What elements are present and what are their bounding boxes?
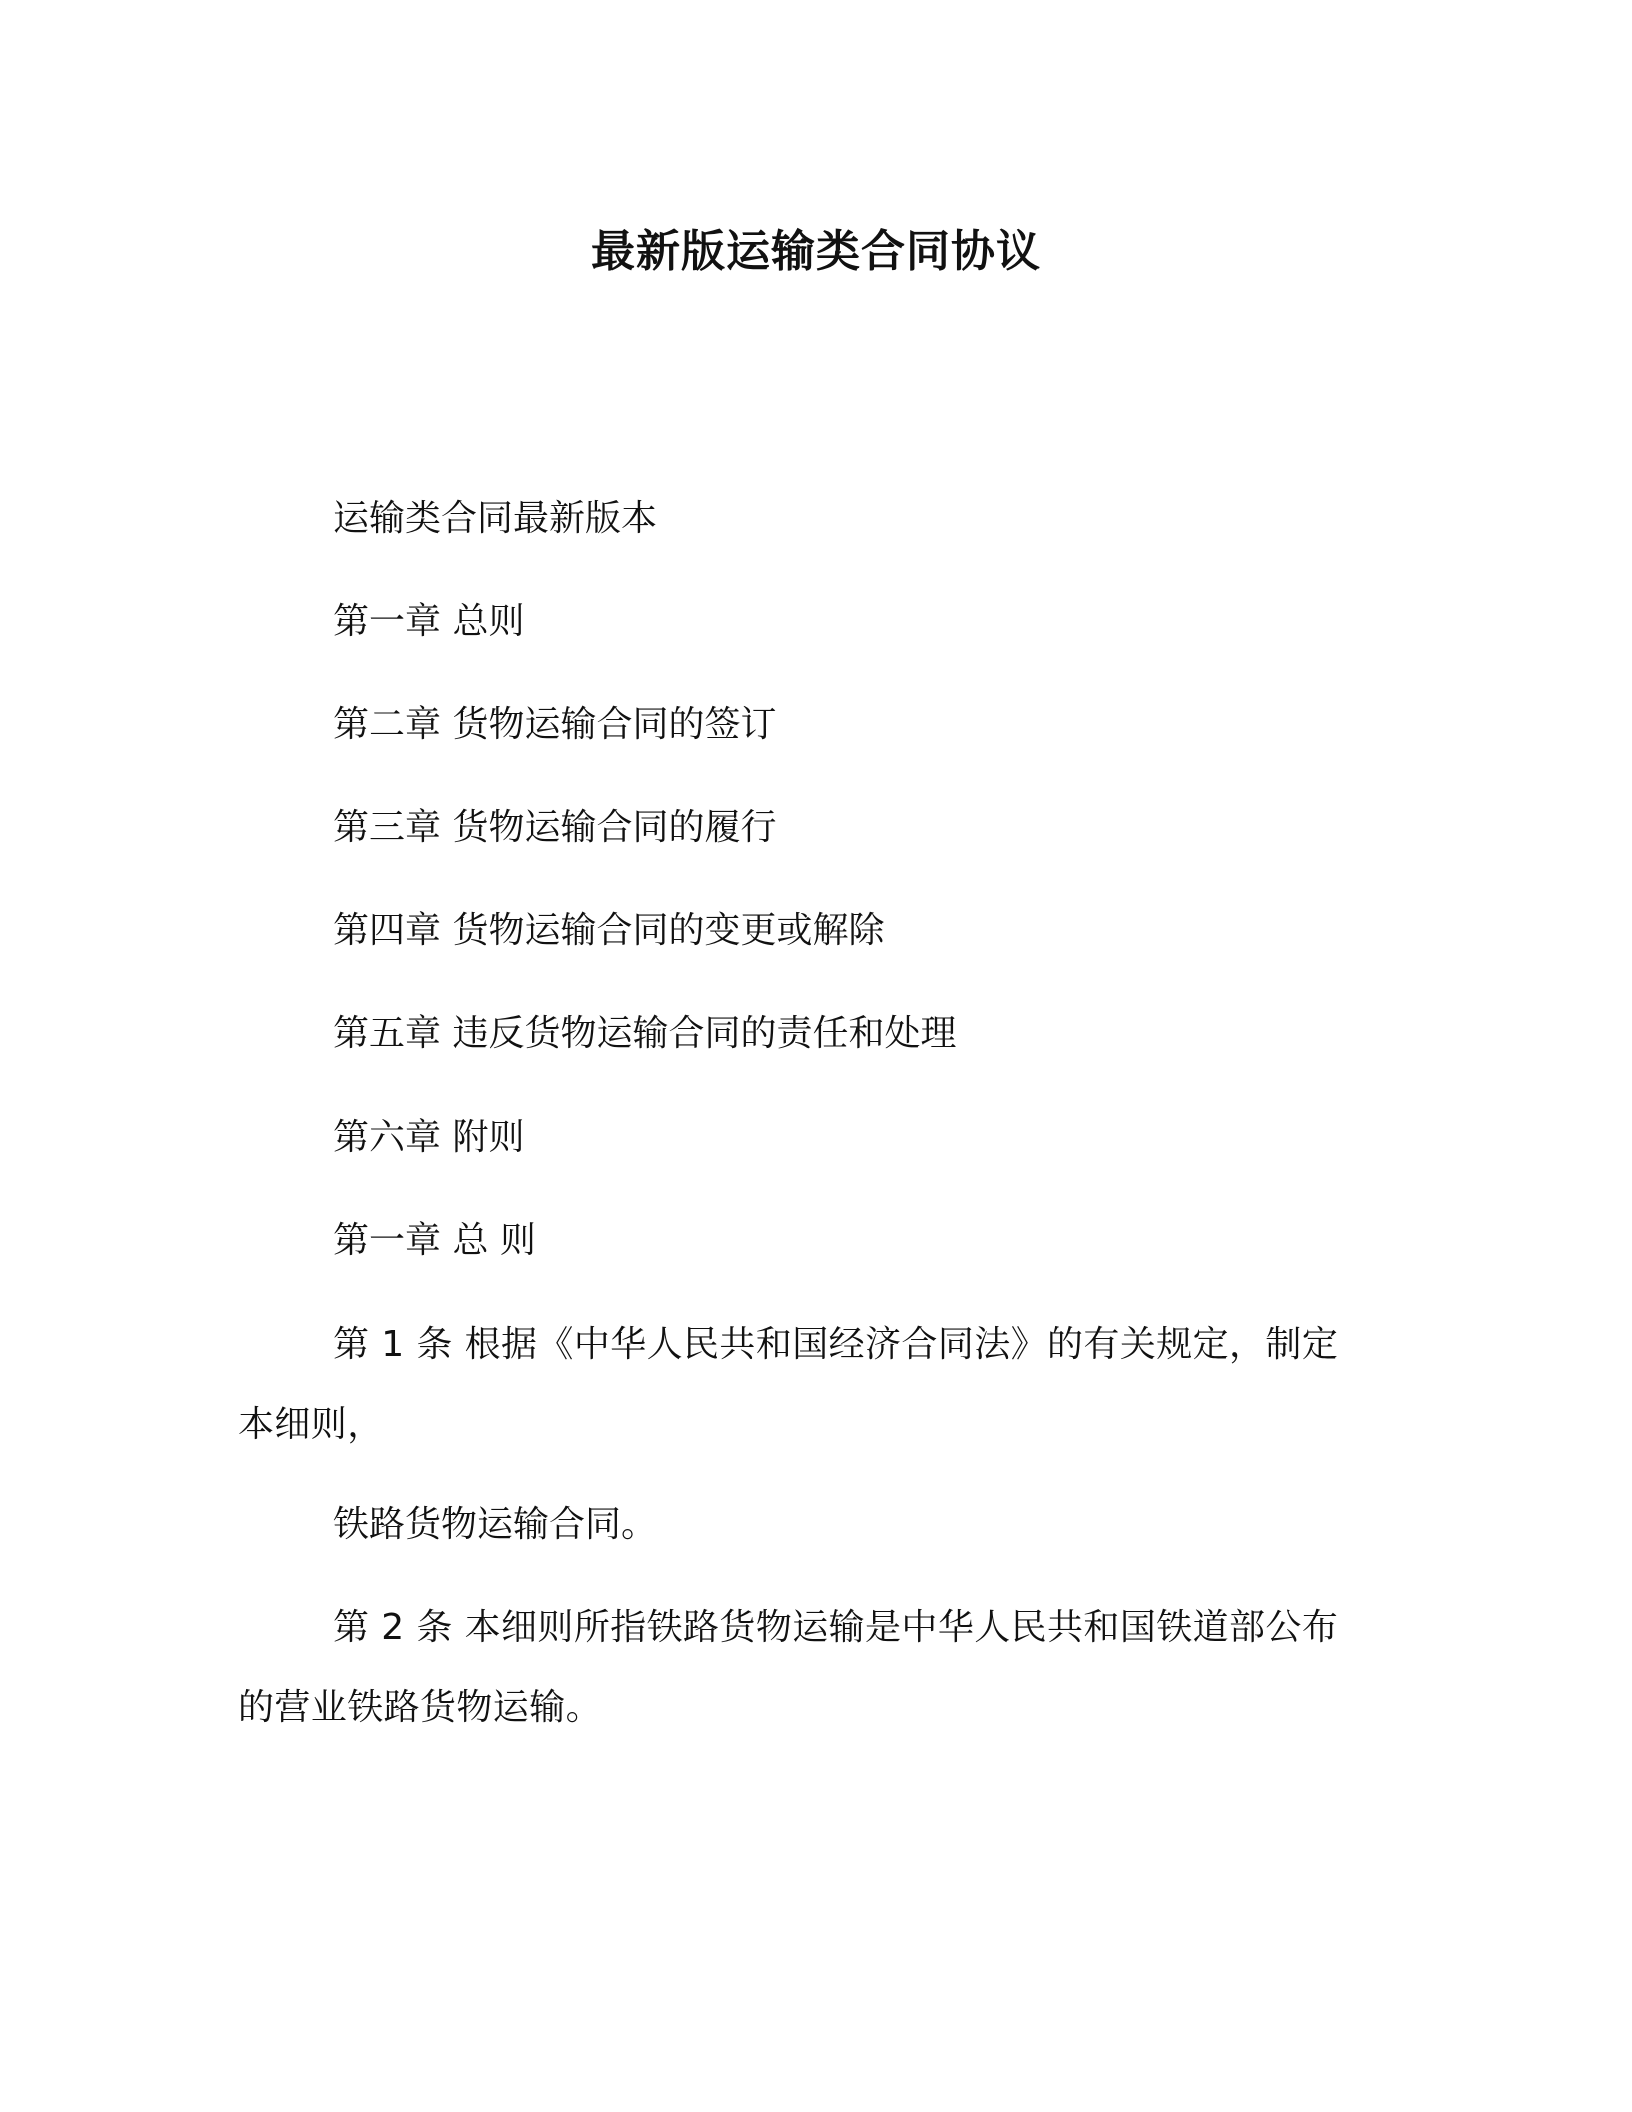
article-2-paragraph: 第 2 条 本细则所指铁路货物运输是中华人民共和国铁道部公布的营业铁路货物运输。 <box>238 1607 1339 1728</box>
toc-chapter-2: 第二章 货物运输合同的签订 <box>333 704 777 745</box>
toc-chapter-3: 第三章 货物运输合同的履行 <box>333 807 777 848</box>
toc-chapter-4: 第四章 货物运输合同的变更或解除 <box>333 910 885 951</box>
subtitle-line: 运输类合同最新版本 <box>333 498 658 539</box>
article-1-paragraph: 第 1 条 根据《中华人民共和国经济合同法》的有关规定，制定本细则， <box>238 1324 1339 1445</box>
document-title: 最新版运输类合同协议 <box>591 226 1041 277</box>
toc-chapter-1: 第一章 总则 <box>333 601 525 642</box>
toc-chapter-5: 第五章 违反货物运输合同的责任和处理 <box>333 1013 957 1054</box>
chapter-heading: 第一章 总 则 <box>333 1220 536 1261</box>
article-1-continuation: 铁路货物运输合同。 <box>333 1504 658 1545</box>
toc-chapter-6: 第六章 附则 <box>333 1117 525 1158</box>
